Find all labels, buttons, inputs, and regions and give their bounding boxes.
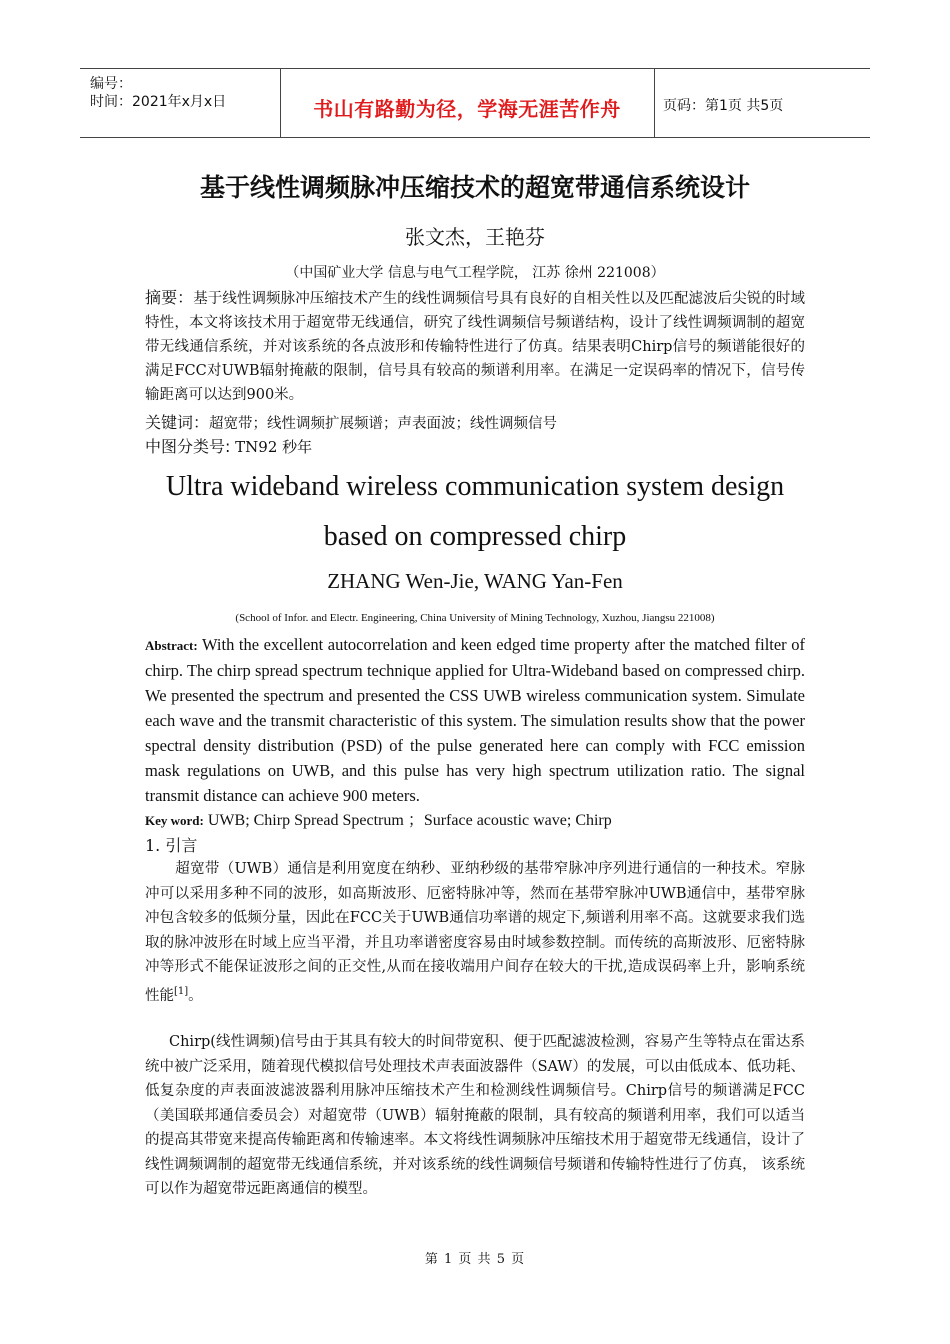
classification-number xyxy=(145,434,312,457)
header-middle-cell xyxy=(280,69,655,137)
time-label: 时间：2021年x月x日 xyxy=(90,94,227,110)
affiliation-cn: （中国矿业大学 信息与电气工程学院， 江苏 徐州 221008） xyxy=(285,265,665,281)
motto: 书山有路勤为径，学海无涯苦作舟 xyxy=(313,97,621,121)
paper-title-en-line1: Ultra wideband wireless communication system design xyxy=(165,471,785,502)
code-label: 编号： xyxy=(90,76,132,92)
abstract-en-text: With the excellent autocorrelation and keen edged time property after the matched filter of chirp. The chirp spread spectrum technique applied for Ultra-Wideband based on compressed chirp. We presented the spectrum and presented the CSS UWB wireless communication system. Simulate each wave and the transmit characteristic of this system. The simulation results show that the power spectral density distribution (PSD) of the pulse generated here can comply with FCC emission mask regulations on UWB, and this pulse has very high spectrum utilization ratio. The signal transmit distance can achieve 900 meters. xyxy=(145,635,805,805)
abstract-cn-label: 摘要： xyxy=(145,288,194,307)
keywords-en xyxy=(145,807,612,830)
keywords-en-label: Key word: xyxy=(145,813,204,828)
keywords-cn xyxy=(145,410,557,433)
section-heading-introduction: 1. 引言 xyxy=(145,836,198,855)
keywords-cn-text: 超宽带；线性调频扩展频谱；声表面波；线性调频信号 xyxy=(209,416,558,432)
introduction-paragraph-1-text: 超宽带（UWB）通信是利用宽度在纳秒、亚纳秒级的基带窄脉冲序列进行通信的一种技术。窄脉冲可以采用多种不同的波形，如高斯波形、厄密特脉冲等，然而在基带窄脉冲UWB通信中，基带窄脉冲包含较多的低频分量，因此在FCC关于UWB通信功率谱的规定下,频谱利用率不高。这就要求我们选取的脉冲波形在时域上应当平滑，并且功率谱密度容易由时域参数控制。而传统的高斯波形、厄密特脉冲等形式不能保证波形之间的正交性,从而在接收端用户间存在较大的干扰,造成误码率上升，影响系统性能 xyxy=(145,861,805,1004)
paper-title-en-line2: based on compressed chirp xyxy=(323,521,627,552)
keywords-cn-label: 关键词： xyxy=(145,413,210,432)
citation-ref: [1] xyxy=(174,985,189,997)
abstract-en xyxy=(145,632,805,808)
introduction-paragraph-1 xyxy=(145,857,805,1008)
abstract-cn-text: 基于线性调频脉冲压缩技术产生的线性调频信号具有良好的自相关性以及匹配滤波后尖锐的时域特性，本文将该技术用于超宽带无线通信，研究了线性调频信号频谱结构，设计了线性调频调制的超宽带无线通信系统，并对该系统的各点波形和传输特性进行了仿真。结果表明Chirp信号的频谱能很好的满足FCC对UWB辐射掩蔽的限制，信号具有较高的频谱利用率。在满足一定误码率的情况下，信号传输距离可以达到900米。 xyxy=(145,291,805,403)
abstract-en-label: Abstract: xyxy=(145,638,198,653)
authors-cn: 张文杰，王艳芬 xyxy=(405,225,545,249)
header-left-cell xyxy=(80,69,281,137)
header-right-cell xyxy=(655,69,870,137)
keywords-en-text: UWB; Chirp Spread Spectrum ；Surface acoustic wave; Chirp xyxy=(203,812,612,829)
classification-label: 中图分类号: xyxy=(145,437,231,456)
page-header xyxy=(80,68,870,138)
affiliation-en: (School of Infor. and Electr. Engineering, China University of Mining Technology, Xuzhou, Jiangsu 221008) xyxy=(235,612,715,624)
header-page-info: 页码：第1页 共5页 xyxy=(663,98,784,114)
introduction-paragraph-2-text: Chirp(线性调频)信号由于其具有较大的时间带宽积、便于匹配滤波检测，容易产生等特点在雷达系统中被广泛采用，随着现代模拟信号处理技术声表面波器件（SAW）的发展，可以由低成本、低功耗、低复杂度的声表面波滤波器利用脉冲压缩技术产生和检测线性调频信号。Chirp信号的频谱满足FCC（美国联邦通信委员会）对超宽带（UWB）辐射掩蔽的限制，具有较高的频谱利用率，我们可以适当的提高其带宽来提高传输距离和传输速率。本文将线性调频脉冲压缩技术用于超宽带无线通信，设计了线性调频调制的超宽带无线通信系统，并对该系统的线性调频信号频谱和传输特性进行了仿真， 该系统可以作为超宽带远距离通信的模型。 xyxy=(145,1034,805,1197)
paper-title-cn: 基于线性调频脉冲压缩技术的超宽带通信系统设计 xyxy=(199,173,750,202)
abstract-cn xyxy=(145,286,805,407)
introduction-paragraph-2 xyxy=(145,1030,805,1202)
page-footer: 第 1 页 共 5 页 xyxy=(424,1252,526,1267)
classification-text: TN92 秒年 xyxy=(230,438,313,456)
authors-en: ZHANG Wen-Jie, WANG Yan-Fen xyxy=(327,569,623,593)
paper-title-en xyxy=(0,462,950,562)
introduction-paragraph-1-end: 。 xyxy=(188,987,203,1004)
